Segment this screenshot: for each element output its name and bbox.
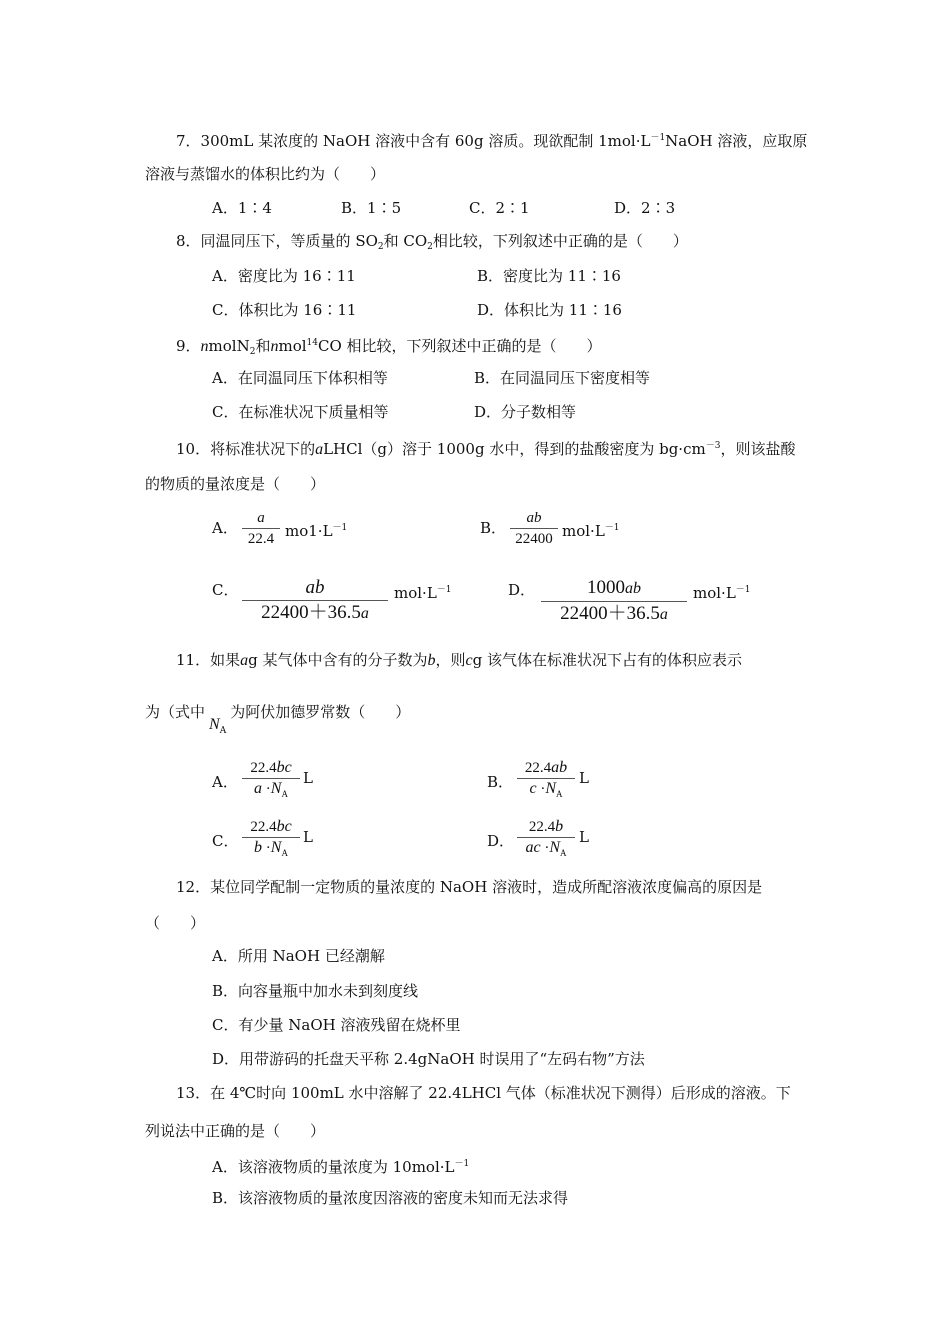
q10-option-b-unit: $mol\cdot L^{-1}$: [562, 522, 620, 540]
q10-option-c-label[interactable]: C．: [212, 581, 239, 599]
q10-option-d-fraction: 1000ab 22400＋36.5a: [541, 576, 687, 627]
q12-line1: 12．某位同学配制一定物质的量浓度的 NaOH 溶液时，造成所配溶液浓度偏高的原因是: [176, 878, 763, 896]
q7-option-d[interactable]: D．2∶3: [614, 199, 676, 217]
q10-option-c-unit: $mol\cdot L^{-1}$: [394, 584, 452, 602]
q11-option-b-fraction: 22.4ab $c \cdot N_A$: [517, 758, 575, 804]
q13-line2: 列说法中正确的是（ ）: [145, 1122, 326, 1140]
q7-option-a[interactable]: A．1∶4: [212, 199, 272, 217]
q10-option-a-label[interactable]: A．: [212, 519, 238, 537]
q12-option-a[interactable]: A．所用 NaOH 已经潮解: [212, 947, 385, 965]
q8-option-a[interactable]: A．密度比为 16∶11: [212, 267, 356, 285]
q12-option-b[interactable]: B．向容量瓶中加水未到刻度线: [212, 982, 419, 1000]
q10-option-c-fraction: ab 22400＋36.5a: [242, 576, 388, 626]
q10-option-b-fraction: ab 22400: [510, 508, 558, 549]
q11-option-d-unit: L: [579, 828, 589, 846]
q8-stem: 8．同温同压下，等质量的 $SO_2$和 $CO_2$相比较，下列叙述中正确的是（ ）: [176, 232, 688, 252]
q10-option-d-unit: $mol\cdot L^{-1}$: [693, 584, 751, 602]
q13-line1: 13．在 4℃时向 100mL 水中溶解了 22.4LHCl 气体（标准状况下测得）后形成的溶液。下: [176, 1084, 791, 1102]
q12-line2: （ ）: [145, 914, 206, 932]
q8-option-d[interactable]: D．体积比为 11∶16: [477, 301, 622, 319]
q7-line1: 7．300mL 某浓度的 NaOH 溶液中含有 60g 溶质。现欲配制 $1mol\cdot L^{-1}NaOH$ 溶液，应取原: [176, 132, 808, 150]
q11-line2: 为（式中$N_A$为阿伏加德罗常数（ ）: [145, 703, 411, 736]
q10-option-b-label[interactable]: B．: [480, 519, 507, 537]
q11-option-a-label[interactable]: A．: [212, 773, 238, 791]
q7-option-c[interactable]: C．2∶1: [469, 199, 530, 217]
q8-option-c[interactable]: C．体积比为 16∶11: [212, 301, 357, 319]
q9-option-d[interactable]: D．分子数相等: [474, 403, 577, 421]
q9-stem: 9．nmolN$_2$和nmol$^{14}$CO 相比较，下列叙述中正确的是（ ）: [176, 337, 602, 357]
q9-option-a[interactable]: A．在同温同压下体积相等: [212, 369, 388, 387]
q11-option-c-label[interactable]: C．: [212, 832, 239, 850]
q9-option-c[interactable]: C．在标准状况下质量相等: [212, 403, 389, 421]
q11-option-b-unit: L: [579, 769, 589, 787]
q13-option-a[interactable]: A．该溶液物质的量浓度为 $10mol\cdot L^{-1}$: [212, 1158, 470, 1176]
q12-option-d[interactable]: D．用带游码的托盘天平称 2.4gNaOH 时误用了“左码右物”方法: [212, 1050, 645, 1068]
q10-option-d-label[interactable]: D．: [508, 581, 536, 599]
q10-option-a-fraction: a 22.4: [242, 508, 280, 549]
q9-option-b[interactable]: B．在同温同压下密度相等: [474, 369, 651, 387]
q10-line2: 的物质的量浓度是（ ）: [145, 475, 326, 493]
q8-option-b[interactable]: B．密度比为 11∶16: [477, 267, 621, 285]
q13-option-b[interactable]: B．该溶液物质的量浓度因溶液的密度未知而无法求得: [212, 1189, 569, 1207]
q7-option-b[interactable]: B．1∶5: [341, 199, 402, 217]
q12-option-c[interactable]: C．有少量 NaOH 溶液残留在烧杯里: [212, 1016, 461, 1034]
q11-option-d-label[interactable]: D．: [487, 832, 515, 850]
q11-option-a-unit: L: [303, 769, 313, 787]
q11-option-a-fraction: 22.4bc $a \cdot N_A$: [242, 758, 300, 804]
q7-line2: 溶液与蒸馏水的体积比约为（ ）: [145, 165, 386, 183]
q11-option-b-label[interactable]: B．: [487, 773, 514, 791]
q10-option-a-unit: $mo1\cdot L^{-1}$: [285, 522, 348, 540]
q11-option-c-unit: L: [303, 828, 313, 846]
q11-line1: 11．如果ag 某气体中含有的分子数为b，则cg 该气体在标准状况下占有的体积应表示: [176, 651, 742, 669]
q10-line1: 10．将标准状况下的aLHCl（g）溶于 1000g 水中，得到的盐酸密度为 $bg\cdot cm^{-3}$，则该盐酸: [176, 440, 796, 458]
q11-option-d-fraction: 22.4b ac $\cdot N_A$: [517, 817, 575, 863]
q11-option-c-fraction: 22.4bc $b \cdot N_A$: [242, 817, 300, 863]
